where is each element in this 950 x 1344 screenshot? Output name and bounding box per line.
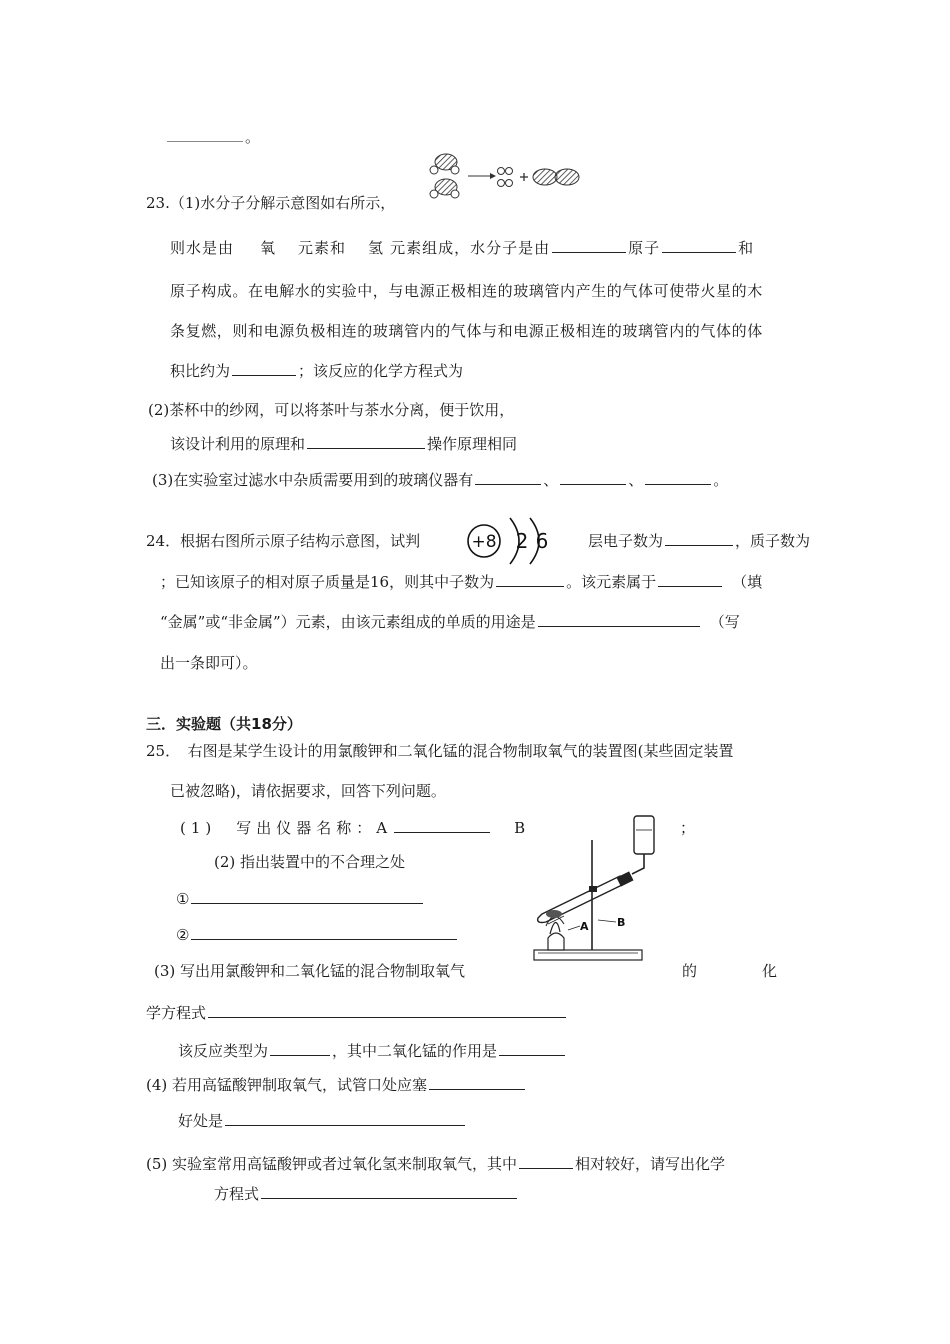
nucleus-charge: +8 bbox=[471, 532, 497, 552]
q25-sub3-line2: 学方程式 bbox=[146, 1003, 568, 1023]
q23-part2: (2)茶杯中的纱网，可以将茶叶与茶水分离，便于饮用， bbox=[148, 401, 515, 419]
q23-line3: 条复燃，则和电源负极相连的玻璃管内的气体与和电源正极相连的玻璃管内的气体的体 bbox=[170, 322, 763, 340]
q25-sub1-end: ； bbox=[680, 819, 696, 837]
answer-line: 。 bbox=[165, 127, 260, 147]
blank[interactable] bbox=[167, 127, 243, 142]
q24-line1-a: 24．根据右图所示原子结构示意图，试判 bbox=[146, 532, 421, 550]
blank[interactable] bbox=[645, 470, 711, 485]
q25-sub3-a: (3) 写出用氯酸钾和二氧化锰的混合物制取氧气 bbox=[154, 962, 466, 980]
blank[interactable] bbox=[307, 434, 425, 449]
q25-sub3-b: 的 bbox=[682, 962, 698, 980]
q25-sub3-line3: 该反应类型为 ，其中二氧化锰的作用是 bbox=[178, 1041, 567, 1061]
blank[interactable] bbox=[538, 612, 700, 627]
blank[interactable] bbox=[665, 531, 733, 546]
q23-line2: 原子构成。在电解水的实验中，与电源正极相连的玻璃管内产生的气体可使带火星的木 bbox=[170, 282, 763, 300]
blank[interactable] bbox=[475, 470, 541, 485]
q25-sub2: (2) 指出装置中的不合理之处 bbox=[214, 853, 406, 871]
blank[interactable] bbox=[191, 889, 423, 904]
q23-line1: 则水是由 氧 元素和 氢 元素组成，水分子是由 原子 和 bbox=[170, 239, 755, 257]
shell1-electrons: 2 bbox=[515, 529, 529, 553]
atom-structure-diagram bbox=[466, 512, 586, 570]
blank[interactable] bbox=[658, 572, 722, 587]
q23-part3: (3)在实验室过滤水中杂质需要用到的玻璃仪器有 、 、 。 bbox=[152, 471, 729, 489]
q24-line3: “金属”或“非金属”）元素，由该元素组成的单质的用途是 （写 bbox=[160, 613, 740, 631]
q25-line1: 25． 右图是某学生设计的用氯酸钾和二氧化锰的混合物制取氧气的装置图(某些固定装置 bbox=[146, 742, 734, 760]
label-b: B bbox=[617, 916, 626, 929]
q25-sub1: (1) 写出仪器名称：A B bbox=[180, 819, 526, 837]
label-a: A bbox=[580, 920, 589, 933]
water-decomposition-diagram bbox=[428, 150, 588, 202]
q24-line4: 出一条即可）。 bbox=[160, 654, 258, 672]
q25-sub3-c: 化 bbox=[762, 962, 778, 980]
q24-line2: ；已知该原子的相对原子质量是16，则其中子数为 。该元素属于 （填 bbox=[160, 573, 763, 591]
q23-heading: 23.（1)水分子分解示意图如右所示， bbox=[146, 194, 396, 212]
blank[interactable] bbox=[225, 1111, 465, 1126]
blank[interactable] bbox=[261, 1184, 517, 1199]
blank[interactable] bbox=[560, 470, 626, 485]
q25-sub2-item1: ① bbox=[176, 889, 425, 909]
q25-sub4: (4) 若用高锰酸钾制取氧气，试管口处应塞 bbox=[146, 1075, 527, 1095]
q25-sub5-line2: 方程式 bbox=[214, 1184, 519, 1204]
blank[interactable] bbox=[208, 1003, 566, 1018]
blank[interactable] bbox=[662, 238, 736, 253]
blank[interactable] bbox=[429, 1075, 525, 1090]
section-title: 三．实验题（共18分） bbox=[146, 715, 302, 733]
q25-sub5: (5) 实验室常用高锰酸钾或者过氧化氢来制取氧气，其中 相对较好，请写出化学 bbox=[146, 1155, 726, 1173]
blank[interactable] bbox=[496, 572, 564, 587]
blank[interactable] bbox=[394, 818, 490, 833]
q24-line1-b: 层电子数为 ，质子数为 bbox=[588, 532, 811, 550]
q23-part2-line2: 该设计利用的原理和 操作原理相同 bbox=[170, 435, 518, 453]
q25-line2: 已被忽略)，请依据要求，回答下列问题。 bbox=[170, 782, 446, 800]
q25-sub2-item2: ② bbox=[176, 925, 459, 945]
q23-line4: 积比约为 ；该反应的化学方程式为 bbox=[170, 362, 464, 380]
oxygen-apparatus-figure bbox=[520, 816, 670, 964]
blank[interactable] bbox=[519, 1154, 573, 1169]
q25-sub4-line2: 好处是 bbox=[178, 1111, 467, 1131]
blank[interactable] bbox=[499, 1041, 565, 1056]
shell2-electrons: 6 bbox=[535, 529, 549, 553]
blank[interactable] bbox=[232, 361, 296, 376]
blank[interactable] bbox=[191, 925, 457, 940]
blank[interactable] bbox=[552, 238, 626, 253]
blank[interactable] bbox=[270, 1041, 330, 1056]
